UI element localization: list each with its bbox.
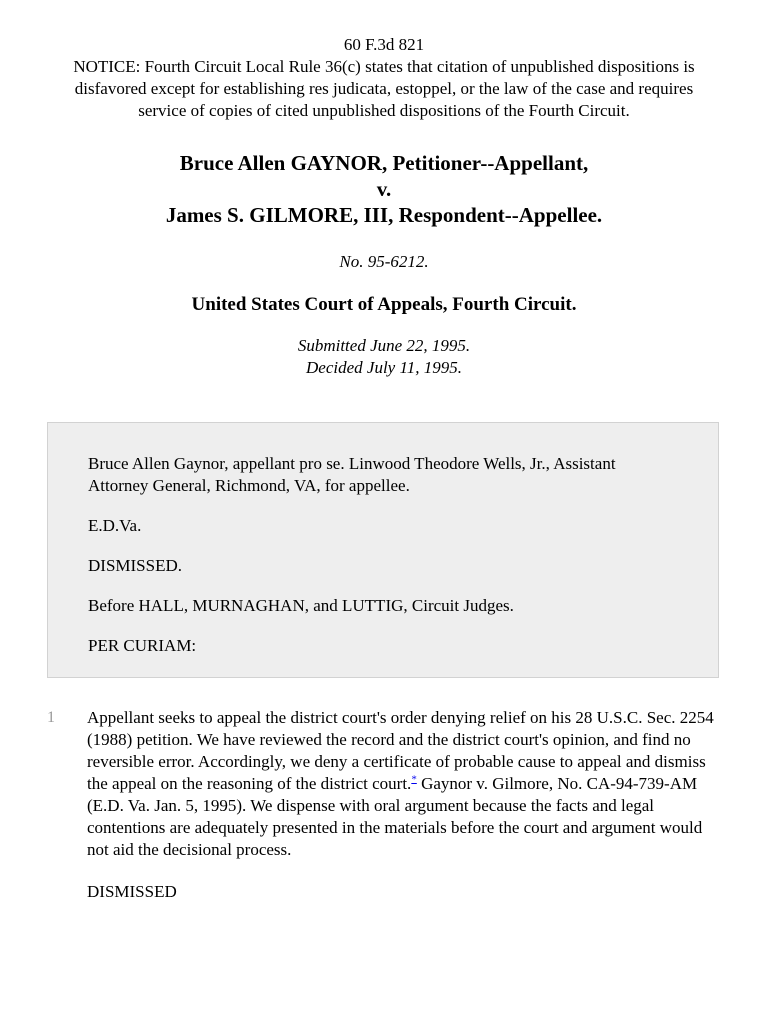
case-info-panel bbox=[47, 422, 719, 678]
origin-court: E.D.Va. bbox=[88, 516, 142, 535]
opinion-paragraph bbox=[87, 707, 727, 861]
judges: Before HALL, MURNAGHAN, and LUTTIG, Circuit Judges. bbox=[88, 596, 514, 615]
versus: v. bbox=[376, 177, 392, 201]
case-caption bbox=[0, 150, 768, 228]
decided-date: Decided July 11, 1995. bbox=[306, 358, 462, 377]
appellee-name: James S. GILMORE, III, Respondent--Appellee. bbox=[165, 203, 603, 227]
docket-number: No. 95-6212. bbox=[339, 252, 429, 271]
paragraph-number: 1 bbox=[47, 709, 55, 726]
case-dates bbox=[0, 335, 768, 379]
opinion-body bbox=[0, 707, 768, 903]
closing-disposition: DISMISSED bbox=[87, 882, 177, 901]
notice-text: NOTICE: Fourth Circuit Local Rule 36(c) states that citation of unpublished dispositions is disfavored except for establishing res judicata, estoppel, or the law of the case and requires service of copies of cited unpublished dispositions of the Fourth Circuit. bbox=[73, 57, 695, 120]
appellant-name: Bruce Allen GAYNOR, Petitioner--Appellant, bbox=[179, 151, 589, 175]
opinion-text-part2: Gaynor v. Gilmore, No. CA-94-739-AM (E.D. Va. Jan. 5, 1995). We dispense with oral argument because the facts and legal contentions are adequately presented in the materials before the court and argument would not aid the decisional process. bbox=[87, 774, 703, 859]
submitted-date: Submitted June 22, 1995. bbox=[297, 336, 471, 355]
citation: 60 F.3d 821 bbox=[343, 35, 425, 54]
document-header bbox=[54, 0, 714, 122]
per-curiam: PER CURIAM: bbox=[88, 636, 197, 655]
court-name: United States Court of Appeals, Fourth Circuit. bbox=[191, 294, 577, 315]
opinion-text-part1: Appellant seeks to appeal the district court's order denying relief on his 28 U.S.C. Sec. 2254 (1988) petition. We have reviewed the record and the district court's opinion, and find no reversible error. Accordingly, we deny a certificate of probable cause to appeal and dismiss the appeal on the reasoning of the district court. bbox=[87, 708, 714, 793]
disposition: DISMISSED. bbox=[88, 556, 182, 575]
footnote-link[interactable]: * bbox=[411, 773, 417, 786]
counsel-info: Bruce Allen Gaynor, appellant pro se. Linwood Theodore Wells, Jr., Assistant Attorney General, Richmond, VA, for appellee. bbox=[88, 454, 616, 495]
